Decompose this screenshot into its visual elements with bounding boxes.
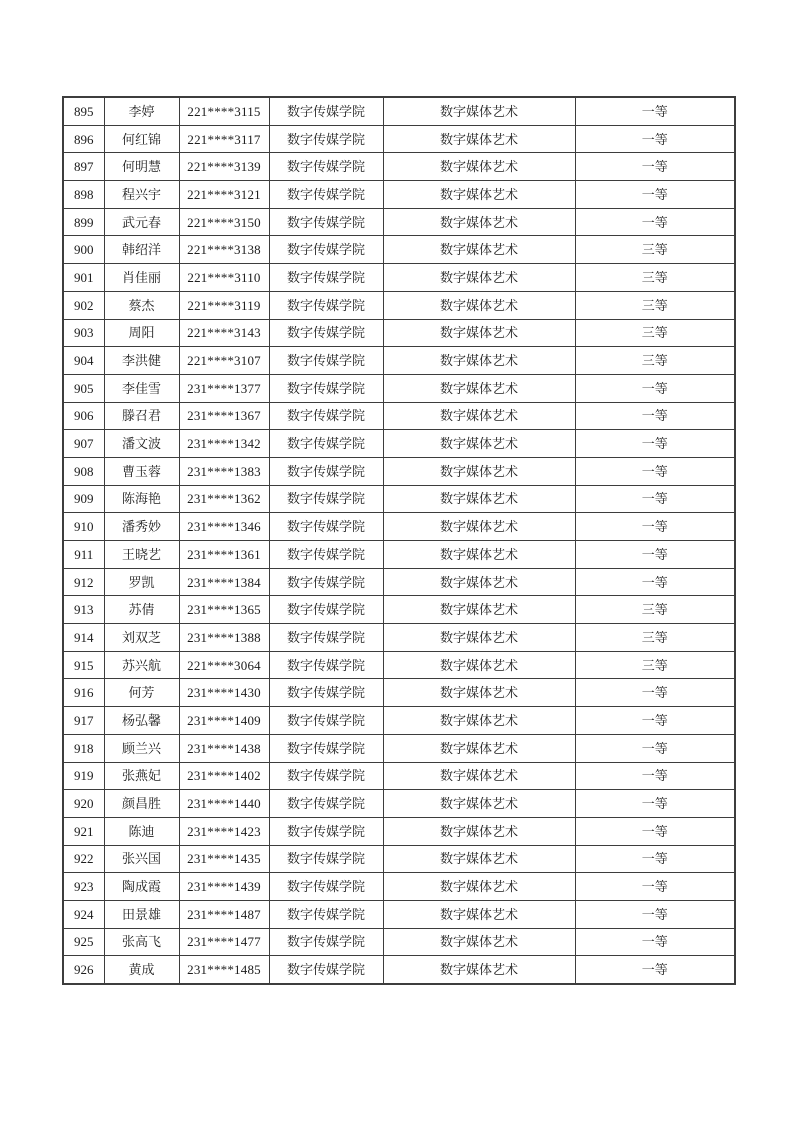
table-row [63, 457, 735, 485]
cell-no: 913 [63, 596, 104, 624]
cell-grade: 一等 [575, 873, 735, 901]
cell-major: 数字媒体艺术 [383, 264, 575, 292]
cell-name: 武元春 [104, 208, 179, 236]
cell-no: 898 [63, 181, 104, 209]
cell-major: 数字媒体艺术 [383, 125, 575, 153]
cell-major: 数字媒体艺术 [383, 430, 575, 458]
cell-major: 数字媒体艺术 [383, 817, 575, 845]
cell-grade: 一等 [575, 208, 735, 236]
cell-id: 231****1438 [179, 734, 269, 762]
cell-grade: 一等 [575, 900, 735, 928]
cell-id: 231****1346 [179, 513, 269, 541]
cell-grade: 一等 [575, 181, 735, 209]
cell-id: 231****1477 [179, 928, 269, 956]
cell-major: 数字媒体艺术 [383, 900, 575, 928]
cell-major: 数字媒体艺术 [383, 568, 575, 596]
cell-id: 231****1485 [179, 956, 269, 984]
cell-id: 221****3139 [179, 153, 269, 181]
cell-name: 黄成 [104, 956, 179, 984]
cell-no: 902 [63, 291, 104, 319]
cell-major: 数字媒体艺术 [383, 679, 575, 707]
cell-major: 数字媒体艺术 [383, 291, 575, 319]
cell-college: 数字传媒学院 [269, 541, 383, 569]
cell-grade: 一等 [575, 402, 735, 430]
cell-id: 231****1377 [179, 374, 269, 402]
cell-name: 程兴宇 [104, 181, 179, 209]
cell-id: 221****3150 [179, 208, 269, 236]
cell-major: 数字媒体艺术 [383, 624, 575, 652]
cell-no: 897 [63, 153, 104, 181]
table-row [63, 236, 735, 264]
cell-name: 何红锦 [104, 125, 179, 153]
cell-major: 数字媒体艺术 [383, 485, 575, 513]
cell-college: 数字传媒学院 [269, 651, 383, 679]
cell-grade: 一等 [575, 817, 735, 845]
cell-college: 数字传媒学院 [269, 513, 383, 541]
cell-major: 数字媒体艺术 [383, 707, 575, 735]
cell-id: 231****1430 [179, 679, 269, 707]
cell-college: 数字传媒学院 [269, 790, 383, 818]
cell-no: 916 [63, 679, 104, 707]
table-row [63, 679, 735, 707]
cell-no: 923 [63, 873, 104, 901]
cell-college: 数字传媒学院 [269, 679, 383, 707]
cell-name: 陶成霞 [104, 873, 179, 901]
cell-college: 数字传媒学院 [269, 457, 383, 485]
cell-grade: 一等 [575, 374, 735, 402]
cell-no: 904 [63, 347, 104, 375]
cell-grade: 三等 [575, 624, 735, 652]
cell-college: 数字传媒学院 [269, 374, 383, 402]
cell-id: 221****3143 [179, 319, 269, 347]
cell-grade: 一等 [575, 707, 735, 735]
cell-id: 231****1435 [179, 845, 269, 873]
cell-name: 颜昌胜 [104, 790, 179, 818]
cell-major: 数字媒体艺术 [383, 762, 575, 790]
cell-college: 数字传媒学院 [269, 97, 383, 125]
cell-major: 数字媒体艺术 [383, 790, 575, 818]
cell-id: 221****3110 [179, 264, 269, 292]
cell-no: 900 [63, 236, 104, 264]
cell-grade: 一等 [575, 790, 735, 818]
cell-no: 895 [63, 97, 104, 125]
cell-grade: 一等 [575, 762, 735, 790]
table-row [63, 568, 735, 596]
cell-grade: 一等 [575, 125, 735, 153]
cell-college: 数字传媒学院 [269, 430, 383, 458]
cell-college: 数字传媒学院 [269, 707, 383, 735]
cell-id: 221****3117 [179, 125, 269, 153]
cell-college: 数字传媒学院 [269, 208, 383, 236]
cell-id: 221****3115 [179, 97, 269, 125]
table-row [63, 374, 735, 402]
cell-name: 陈迪 [104, 817, 179, 845]
award-list-table-body [63, 97, 735, 984]
cell-no: 920 [63, 790, 104, 818]
table-row [63, 430, 735, 458]
cell-grade: 三等 [575, 347, 735, 375]
cell-no: 907 [63, 430, 104, 458]
cell-id: 231****1423 [179, 817, 269, 845]
table-row [63, 734, 735, 762]
table-row [63, 624, 735, 652]
cell-college: 数字传媒学院 [269, 734, 383, 762]
table-row [63, 125, 735, 153]
cell-major: 数字媒体艺术 [383, 651, 575, 679]
cell-id: 221****3064 [179, 651, 269, 679]
cell-id: 231****1342 [179, 430, 269, 458]
cell-no: 921 [63, 817, 104, 845]
cell-id: 231****1367 [179, 402, 269, 430]
cell-id: 231****1440 [179, 790, 269, 818]
cell-no: 918 [63, 734, 104, 762]
cell-no: 917 [63, 707, 104, 735]
cell-name: 何明慧 [104, 153, 179, 181]
cell-grade: 三等 [575, 236, 735, 264]
cell-grade: 三等 [575, 319, 735, 347]
cell-name: 张兴国 [104, 845, 179, 873]
cell-id: 231****1388 [179, 624, 269, 652]
cell-name: 李洪健 [104, 347, 179, 375]
cell-no: 925 [63, 928, 104, 956]
cell-college: 数字传媒学院 [269, 900, 383, 928]
cell-college: 数字传媒学院 [269, 762, 383, 790]
cell-name: 张燕妃 [104, 762, 179, 790]
cell-grade: 三等 [575, 291, 735, 319]
cell-id: 231****1402 [179, 762, 269, 790]
cell-no: 922 [63, 845, 104, 873]
cell-grade: 一等 [575, 845, 735, 873]
cell-no: 915 [63, 651, 104, 679]
table-row [63, 485, 735, 513]
table-row [63, 790, 735, 818]
cell-college: 数字传媒学院 [269, 596, 383, 624]
cell-college: 数字传媒学院 [269, 153, 383, 181]
cell-college: 数字传媒学院 [269, 485, 383, 513]
cell-grade: 一等 [575, 153, 735, 181]
cell-major: 数字媒体艺术 [383, 845, 575, 873]
cell-id: 231****1384 [179, 568, 269, 596]
table-row [63, 208, 735, 236]
cell-grade: 三等 [575, 596, 735, 624]
cell-major: 数字媒体艺术 [383, 928, 575, 956]
cell-no: 899 [63, 208, 104, 236]
cell-id: 231****1365 [179, 596, 269, 624]
cell-id: 221****3121 [179, 181, 269, 209]
cell-college: 数字传媒学院 [269, 624, 383, 652]
cell-college: 数字传媒学院 [269, 181, 383, 209]
cell-major: 数字媒体艺术 [383, 541, 575, 569]
cell-name: 罗凯 [104, 568, 179, 596]
cell-name: 韩绍洋 [104, 236, 179, 264]
cell-grade: 三等 [575, 651, 735, 679]
cell-major: 数字媒体艺术 [383, 97, 575, 125]
table-row [63, 956, 735, 984]
cell-id: 231****1439 [179, 873, 269, 901]
cell-college: 数字传媒学院 [269, 125, 383, 153]
table-row [63, 264, 735, 292]
cell-grade: 一等 [575, 928, 735, 956]
cell-name: 王晓艺 [104, 541, 179, 569]
cell-name: 何芳 [104, 679, 179, 707]
cell-college: 数字传媒学院 [269, 402, 383, 430]
table-row [63, 97, 735, 125]
cell-grade: 一等 [575, 513, 735, 541]
cell-major: 数字媒体艺术 [383, 457, 575, 485]
cell-name: 李婷 [104, 97, 179, 125]
table-row [63, 817, 735, 845]
cell-grade: 一等 [575, 97, 735, 125]
cell-grade: 一等 [575, 568, 735, 596]
cell-no: 908 [63, 457, 104, 485]
table-row [63, 153, 735, 181]
table-row [63, 181, 735, 209]
table-row [63, 596, 735, 624]
table-row [63, 347, 735, 375]
award-list-table [62, 96, 736, 985]
cell-name: 陈海艳 [104, 485, 179, 513]
table-row [63, 900, 735, 928]
cell-id: 231****1362 [179, 485, 269, 513]
cell-college: 数字传媒学院 [269, 845, 383, 873]
cell-major: 数字媒体艺术 [383, 513, 575, 541]
cell-id: 231****1487 [179, 900, 269, 928]
cell-major: 数字媒体艺术 [383, 319, 575, 347]
cell-id: 221****3138 [179, 236, 269, 264]
cell-name: 杨弘馨 [104, 707, 179, 735]
cell-major: 数字媒体艺术 [383, 208, 575, 236]
cell-grade: 一等 [575, 679, 735, 707]
table-row [63, 845, 735, 873]
table-row [63, 873, 735, 901]
cell-name: 潘秀妙 [104, 513, 179, 541]
cell-grade: 一等 [575, 956, 735, 984]
cell-grade: 一等 [575, 430, 735, 458]
cell-no: 903 [63, 319, 104, 347]
cell-name: 周阳 [104, 319, 179, 347]
table-row [63, 707, 735, 735]
cell-name: 潘文波 [104, 430, 179, 458]
cell-no: 914 [63, 624, 104, 652]
cell-no: 919 [63, 762, 104, 790]
cell-college: 数字传媒学院 [269, 347, 383, 375]
cell-major: 数字媒体艺术 [383, 734, 575, 762]
cell-name: 曹玉蓉 [104, 457, 179, 485]
cell-no: 910 [63, 513, 104, 541]
cell-no: 912 [63, 568, 104, 596]
cell-id: 221****3119 [179, 291, 269, 319]
cell-college: 数字传媒学院 [269, 873, 383, 901]
cell-name: 肖佳丽 [104, 264, 179, 292]
table-row [63, 513, 735, 541]
cell-name: 田景雄 [104, 900, 179, 928]
cell-grade: 一等 [575, 541, 735, 569]
cell-name: 刘双芝 [104, 624, 179, 652]
cell-grade: 一等 [575, 734, 735, 762]
table-row [63, 541, 735, 569]
cell-major: 数字媒体艺术 [383, 596, 575, 624]
cell-grade: 一等 [575, 457, 735, 485]
table-row [63, 319, 735, 347]
cell-name: 苏倩 [104, 596, 179, 624]
cell-no: 909 [63, 485, 104, 513]
cell-name: 顾兰兴 [104, 734, 179, 762]
cell-college: 数字传媒学院 [269, 956, 383, 984]
cell-major: 数字媒体艺术 [383, 873, 575, 901]
cell-no: 901 [63, 264, 104, 292]
table-row [63, 651, 735, 679]
cell-no: 896 [63, 125, 104, 153]
cell-college: 数字传媒学院 [269, 291, 383, 319]
cell-id: 221****3107 [179, 347, 269, 375]
cell-major: 数字媒体艺术 [383, 374, 575, 402]
cell-major: 数字媒体艺术 [383, 956, 575, 984]
cell-major: 数字媒体艺术 [383, 153, 575, 181]
cell-college: 数字传媒学院 [269, 568, 383, 596]
table-row [63, 762, 735, 790]
cell-grade: 一等 [575, 485, 735, 513]
cell-no: 926 [63, 956, 104, 984]
table-row [63, 291, 735, 319]
table-row [63, 928, 735, 956]
cell-name: 张高飞 [104, 928, 179, 956]
cell-college: 数字传媒学院 [269, 319, 383, 347]
cell-id: 231****1409 [179, 707, 269, 735]
cell-id: 231****1383 [179, 457, 269, 485]
cell-college: 数字传媒学院 [269, 264, 383, 292]
cell-no: 905 [63, 374, 104, 402]
cell-name: 苏兴航 [104, 651, 179, 679]
table-row [63, 402, 735, 430]
cell-major: 数字媒体艺术 [383, 236, 575, 264]
cell-college: 数字传媒学院 [269, 928, 383, 956]
cell-id: 231****1361 [179, 541, 269, 569]
cell-no: 906 [63, 402, 104, 430]
cell-major: 数字媒体艺术 [383, 181, 575, 209]
cell-no: 911 [63, 541, 104, 569]
cell-major: 数字媒体艺术 [383, 347, 575, 375]
cell-name: 李佳雪 [104, 374, 179, 402]
cell-grade: 三等 [575, 264, 735, 292]
cell-name: 蔡杰 [104, 291, 179, 319]
cell-name: 滕召君 [104, 402, 179, 430]
cell-no: 924 [63, 900, 104, 928]
cell-major: 数字媒体艺术 [383, 402, 575, 430]
cell-college: 数字传媒学院 [269, 817, 383, 845]
cell-college: 数字传媒学院 [269, 236, 383, 264]
